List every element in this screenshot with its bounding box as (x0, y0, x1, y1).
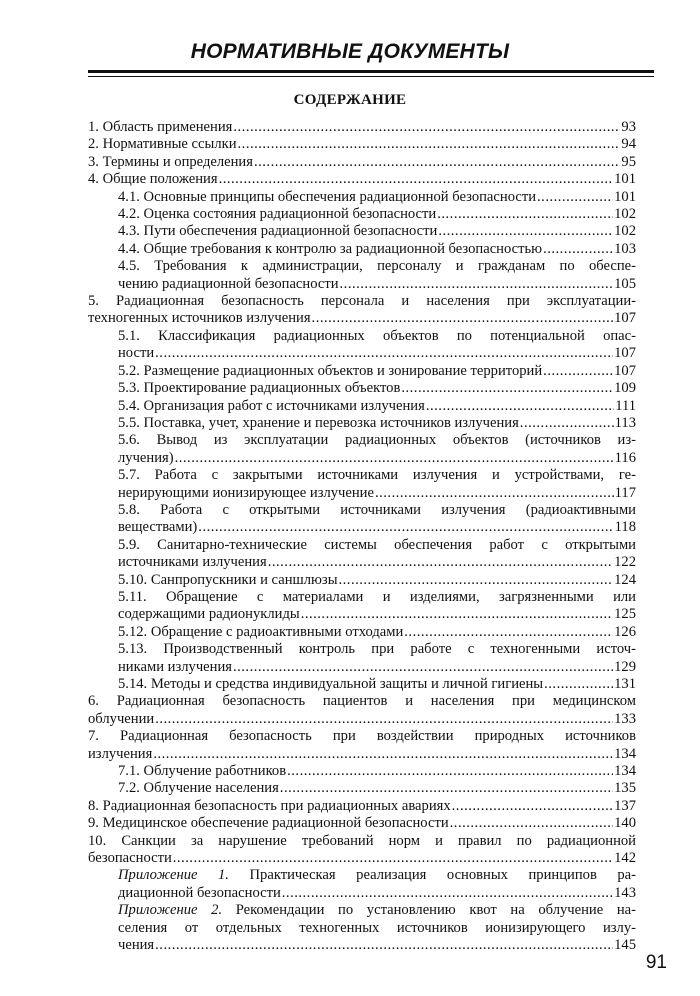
toc-entry (88, 363, 636, 380)
dot-leader (537, 189, 613, 206)
toc-entry-line (118, 920, 636, 937)
dot-leader (280, 780, 613, 797)
toc-page-number: 93 (621, 119, 636, 135)
toc-entry-line (118, 572, 636, 589)
dot-leader (155, 937, 613, 954)
toc-entry-line (88, 833, 636, 850)
toc-entry (88, 154, 636, 171)
dot-leader (401, 380, 613, 397)
toc-entry-line (118, 502, 636, 519)
toc-entry-text: 5.4. Организация работ с источниками излучения (118, 397, 425, 414)
toc-entry-line (118, 641, 636, 658)
toc-page-number: 133 (614, 710, 636, 727)
toc-entry-line (118, 937, 636, 954)
toc-entry-line (118, 363, 636, 380)
toc-page-number: 116 (614, 449, 636, 466)
toc-entry-line (118, 537, 636, 554)
toc-entry-text: 1. Область применения (88, 119, 233, 135)
toc-entry-line (118, 345, 636, 362)
toc-entry-text: 5. Радиационная безопасность персонала и населения при эксплуатации- (88, 293, 636, 310)
toc-entry-line (88, 815, 636, 832)
dot-leader (198, 519, 613, 536)
toc-entry-line (118, 241, 636, 258)
toc-entry (88, 467, 636, 502)
toc-entry-text: источниками излучения (118, 554, 267, 571)
toc-entry-line (118, 867, 636, 884)
toc-entry-line (118, 519, 636, 536)
toc-entry (88, 223, 636, 240)
toc-page-number: 117 (614, 484, 636, 501)
toc-entry-text: 5.9. Санитарно-технические системы обеспечения работ с открытыми (118, 536, 636, 553)
dot-leader (312, 310, 614, 327)
toc-entry-line (118, 223, 636, 240)
toc-entry-text: 4. Общие положения (88, 171, 218, 188)
toc-page-number: 111 (615, 397, 636, 414)
toc-entry (88, 136, 636, 153)
section-header: НОРМАТИВНЫЕ ДОКУМЕНТЫ (190, 40, 510, 63)
toc-entry-text: 5.1. Классификация радиационных объектов по потенциальной опас- (118, 327, 636, 344)
toc-page-number: 118 (614, 519, 636, 536)
dot-leader (450, 815, 613, 832)
toc-entry-line (88, 310, 636, 327)
toc-entry (88, 833, 636, 868)
dot-leader (175, 450, 614, 467)
toc-entry (88, 780, 636, 797)
toc-entry (88, 798, 636, 815)
dot-leader (287, 763, 613, 780)
toc-entry-line (118, 589, 636, 606)
toc-entry-text: 4.4. Общие требования к контролю за радиационной безопасностью (118, 240, 543, 257)
dot-leader (153, 746, 613, 763)
toc-entry-text: 10. Санкции за нарушение требований норм и правил по радиационной (88, 832, 636, 849)
toc-page-number: 137 (614, 797, 636, 814)
toc-entry-text: лучения) (118, 449, 174, 466)
toc-entry (88, 763, 636, 780)
toc-entry-line (118, 885, 636, 902)
toc-entry-line (118, 206, 636, 223)
toc-entry-line (118, 398, 636, 415)
toc-page-number: 135 (614, 780, 636, 797)
toc-page-number: 107 (614, 345, 636, 362)
toc-page-number: 105 (614, 275, 636, 292)
toc-entry-line (118, 676, 636, 693)
toc-entry (88, 398, 636, 415)
toc-entry-line (88, 693, 636, 710)
toc-entry-text: 5.2. Размещение радиационных объектов и зонирование территорий (118, 362, 543, 379)
toc-entry-text: 3. Термины и определения (88, 153, 253, 170)
toc-entry-text: 5.10. Санпропускники и саншлюзы (118, 571, 338, 588)
toc-entry-line (88, 728, 636, 745)
toc-entry-line (88, 850, 636, 867)
toc-page-number: 126 (614, 623, 636, 640)
toc-entry-text: 4.5. Требования к администрации, персоналу и гражданам по обеспе- (118, 258, 636, 275)
dot-leader (173, 850, 613, 867)
toc-entry-text: безопасности (88, 850, 172, 867)
toc-entry-text: 4.3. Пути обеспечения радиационной безопасности (118, 223, 438, 240)
toc-entry (88, 502, 636, 537)
toc-entry (88, 380, 636, 397)
toc-entry-text: 2. Нормативные ссылки (88, 136, 237, 153)
toc-entry-text: 4.1. Основные принципы обеспечения радиационной безопасности (118, 188, 537, 205)
toc-entry-line (118, 328, 636, 345)
toc-entry-text: веществами) (118, 519, 198, 536)
dot-leader (543, 241, 613, 258)
toc-page-number: 129 (614, 658, 636, 675)
dot-leader (219, 171, 614, 188)
toc-entry-text: 5.6. Вывод из эксплуатации радиационных объектов (источников из- (118, 432, 636, 449)
toc-page-number: 101 (614, 171, 636, 188)
toc-page-number: 134 (614, 763, 636, 780)
toc-entry-text: 5.11. Обращение с материалами и изделиями, загрязненными или (118, 588, 636, 605)
toc-entry-line (118, 467, 636, 484)
dot-leader (233, 659, 613, 676)
toc-entry (88, 415, 636, 432)
toc-entry-text: 5.7. Работа с закрытыми источниками излучения и устройствами, ге- (118, 467, 636, 484)
dot-leader (543, 363, 613, 380)
header-rule-thick (88, 70, 654, 73)
header-rule-thin (88, 76, 654, 77)
toc-entry-line (88, 711, 636, 728)
dot-leader (301, 606, 613, 623)
toc-entry-text: 7.2. Облучение населения (118, 780, 279, 797)
toc-entry-text: 5.14. Методы и средства индивидуальной защиты и личной гигиены (118, 676, 544, 692)
toc-entry-line (118, 902, 636, 919)
toc-entry-text: ности (118, 345, 155, 362)
toc-entry (88, 867, 636, 902)
dot-leader (254, 154, 620, 171)
toc-page-number: 95 (621, 153, 636, 170)
toc-entry-text: Практическая реализация основных принципов ра- (228, 867, 637, 884)
toc-entry (88, 676, 636, 693)
toc-page-number: 94 (621, 136, 636, 153)
toc-page-number: 125 (614, 606, 636, 623)
toc-entry-line (118, 432, 636, 449)
toc-entry-text: содержащими радионуклиды (118, 606, 300, 623)
appendix-label: Приложение 2. (118, 902, 223, 919)
toc-entry (88, 693, 636, 728)
toc-entry-line (88, 746, 636, 763)
toc-entry (88, 258, 636, 293)
toc-entry-line (118, 189, 636, 206)
toc-entry-line (88, 154, 636, 171)
toc-entry-text: чения (118, 937, 155, 954)
toc-entry-text: 7. Радиационная безопасность при воздействии природных источников (88, 728, 636, 745)
dot-leader (544, 676, 613, 693)
toc-entry-line (118, 763, 636, 780)
toc-entry-text: 8. Радиационная безопасность при радиационных авариях (88, 797, 451, 814)
toc-entry-text: чению радиационной безопасности (118, 275, 339, 292)
toc-page-number: 134 (614, 745, 636, 762)
toc-page-number: 140 (614, 815, 636, 832)
toc-entry-line (118, 780, 636, 797)
toc-entry (88, 432, 636, 467)
toc-entry-line (118, 450, 636, 467)
toc-entry-text: 5.13. Производственный контроль при работе с техногенными источ- (118, 641, 636, 658)
dot-leader (340, 276, 614, 293)
toc-page-number: 113 (614, 414, 636, 431)
toc-entry (88, 728, 636, 763)
toc-page-number: 143 (614, 884, 636, 901)
toc-entry-line (118, 659, 636, 676)
dot-leader (155, 345, 613, 362)
toc-page-number: 101 (614, 188, 636, 205)
toc-entry-text: техногенных источников излучения (88, 310, 311, 327)
dot-leader (233, 119, 620, 136)
toc-entry-text: излучения (88, 745, 153, 762)
toc-entry (88, 537, 636, 572)
toc-entry-text: 9. Медицинское обеспечение радиационной безопасности (88, 815, 449, 832)
toc-entry-text: диационной безопасности (118, 884, 281, 901)
toc-page-number: 131 (614, 676, 636, 692)
toc-title: СОДЕРЖАНИЕ (293, 92, 407, 108)
dot-leader (426, 398, 614, 415)
toc-page-number: 102 (614, 223, 636, 240)
toc-entry-text: 5.12. Обращение с радиоактивными отходами (118, 623, 404, 640)
dot-leader (282, 885, 613, 902)
toc-entry (88, 815, 636, 832)
toc-entry-text: 5.3. Проектирование радиационных объектов (118, 380, 401, 397)
dot-leader (155, 711, 613, 728)
page-number: 91 (645, 952, 667, 973)
dot-leader (404, 624, 613, 641)
toc-entry-line (118, 624, 636, 641)
toc-entry (88, 293, 636, 328)
toc-page-number: 122 (614, 554, 636, 571)
toc-entry (88, 902, 636, 954)
toc-entry (88, 641, 636, 676)
toc-page-number: 109 (614, 380, 636, 397)
toc-entry-line (118, 415, 636, 432)
toc-entry (88, 241, 636, 258)
toc-entry-text: 6. Радиационная безопасность пациентов и населения при медицинском (88, 693, 636, 710)
toc-entry-text: нерирующими ионизирующее излучение (118, 484, 374, 501)
toc-list (88, 119, 636, 955)
toc-entry (88, 328, 636, 363)
dot-leader (452, 798, 613, 815)
toc-entry (88, 206, 636, 223)
toc-page-number: 103 (614, 240, 636, 257)
toc-entry-line (88, 171, 636, 188)
toc-entry-line (88, 136, 636, 153)
toc-page-number: 145 (614, 937, 636, 954)
toc-entry (88, 624, 636, 641)
toc-entry-text: 7.1. Облучение работников (118, 763, 287, 780)
dot-leader (375, 485, 614, 502)
toc-entry (88, 572, 636, 589)
toc-entry-text: Рекомендации по установлению квот на облучение на- (222, 902, 636, 919)
toc-entry-text: облучении (88, 710, 155, 727)
toc-entry-line (118, 485, 636, 502)
dot-leader (268, 554, 613, 571)
toc-entry-line (118, 276, 636, 293)
toc-entry-line (118, 380, 636, 397)
toc-entry-line (88, 798, 636, 815)
toc-page-number: 107 (614, 362, 636, 379)
toc-page-number: 102 (614, 206, 636, 223)
toc-entry-line (88, 119, 636, 136)
toc-entry-text: 5.8. Работа с открытыми источниками излучения (радиоактивными (118, 501, 636, 518)
toc-entry-text: 4.2. Оценка состояния радиационной безопасности (118, 206, 437, 223)
toc-entry-line (118, 606, 636, 623)
toc-entry-line (118, 554, 636, 571)
appendix-label: Приложение 1. (118, 867, 229, 884)
toc-page-number: 107 (614, 310, 636, 327)
toc-entry (88, 189, 636, 206)
toc-page-number: 142 (614, 850, 636, 867)
toc-entry (88, 589, 636, 624)
toc-entry-text: селения от отдельных техногенных источников ионизирующего излу- (118, 919, 636, 936)
toc-entry (88, 171, 636, 188)
toc-entry-text: никами излучения (118, 658, 232, 675)
toc-entry (88, 119, 636, 136)
toc-entry-line (88, 293, 636, 310)
toc-entry-line (118, 258, 636, 275)
dot-leader (437, 206, 613, 223)
dot-leader (520, 415, 614, 432)
dot-leader (438, 223, 613, 240)
toc-entry-text: 5.5. Поставка, учет, хранение и перевозка источников излучения (118, 414, 519, 431)
toc-page-number: 124 (614, 571, 636, 588)
dot-leader (238, 136, 621, 153)
dot-leader (339, 572, 614, 589)
